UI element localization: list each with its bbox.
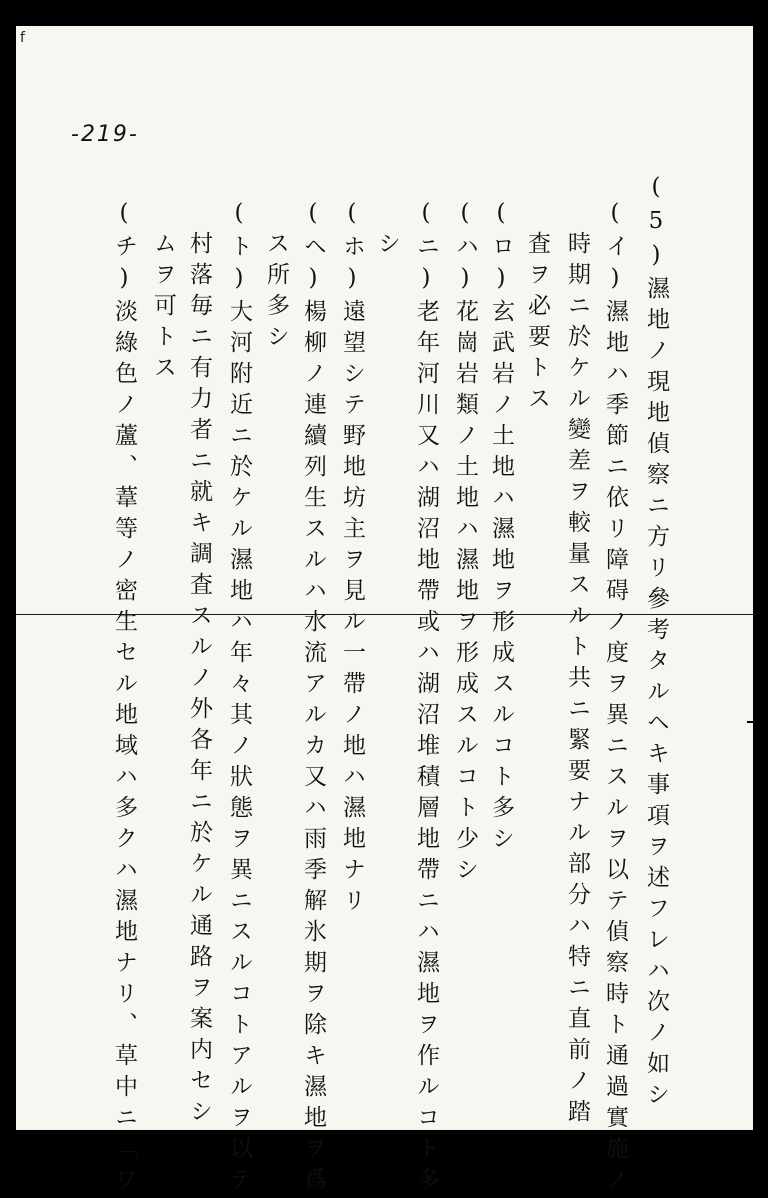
page-number: -219-: [71, 122, 139, 147]
document-page: [16, 26, 753, 1198]
text-column-1: (5)濕地ノ現地偵察ニ方リ參考タルヘキ事項ヲ述フレハ次ノ如シ: [643, 174, 669, 1113]
text-column-12: (ト)大河附近ニ於ケル濕地ハ年々其ノ狀態ヲ異ニスルコトアルヲ以テ: [226, 200, 252, 1198]
edge-tick: [747, 721, 753, 723]
text-column-7: (ニ)老年河川又ハ湖沼地帶或ハ湖沼堆積層地帶ニハ濕地ヲ作ルコト多: [413, 200, 439, 1198]
text-column-11: ス所多シ: [263, 231, 289, 355]
text-column-2: (イ)濕地ハ季節ニ依リ障碍ノ度ヲ異ニスルヲ以テ偵察時ト通過實施ノ: [602, 200, 628, 1198]
text-column-3: 時期ニ於ケル變差ヲ較量スルト共ニ緊要ナル部分ハ特ニ直前ノ踏: [564, 231, 590, 1130]
text-column-6: (ハ)花崗岩類ノ土地ハ濕地ヲ形成スルコト少シ: [452, 200, 478, 888]
text-column-5: (ロ)玄武岩ノ土地ハ濕地ヲ形成スルコト多シ: [488, 200, 514, 857]
text-column-8: シ: [374, 231, 400, 262]
text-column-4: 査ヲ必要トス: [524, 231, 550, 417]
text-column-9: (ホ)遠望シテ野地坊主ヲ見ル一帶ノ地ハ濕地ナリ: [339, 200, 365, 919]
text-column-15: (チ)淡綠色ノ蘆、葦等ノ密生セル地域ハ多クハ濕地ナリ、草中ニ「ワ: [111, 200, 137, 1198]
text-column-14: ムヲ可トス: [150, 231, 176, 386]
text-column-13: 村落毎ニ有力者ニ就キ調査スルノ外各年ニ於ケル通路ヲ案内セシ: [186, 231, 212, 1130]
text-column-10: (ヘ)楊柳ノ連續列生スルハ水流アルカ又ハ雨季解氷期ヲ除キ濕地ヲ爲: [300, 200, 326, 1198]
corner-mark: f: [20, 30, 25, 46]
